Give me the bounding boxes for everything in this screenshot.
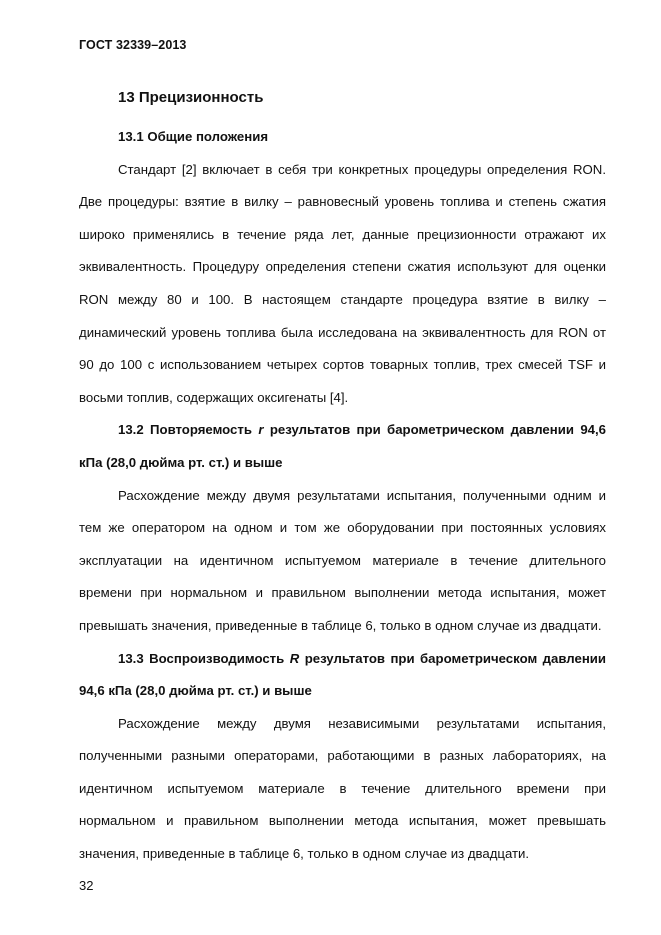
page-content: [79, 86, 606, 871]
subsection-2-title-prefix: 13.2 Повторяемость: [118, 422, 252, 438]
subsection-1-title: 13.1 Общие положения: [118, 129, 269, 144]
subsection-3-title: [79, 643, 606, 708]
subsection-2-text: Расхождение между двумя результатами испытания, полученными одним и тем же оператором на одном и том же оборудовании при постоянных условиях эксплуатации на идентичном испытуемом материале в течение длительного времени при нормальном и правильном выполнении метода испытания, может превышать значения, приведенные в таблице 6, только в одном случае из двадцати.: [79, 487, 606, 633]
subsection-2-title: [79, 414, 606, 479]
subsection-2-title-suffix: результатов при барометрическом давлении 94,6 кПа (28,0 дюйма рт. ст.) и выше: [79, 422, 606, 470]
reproducibility-symbol: R: [289, 650, 300, 666]
page-number: 32: [79, 878, 94, 893]
subsection-3-text: Расхождение между двумя независимыми результатами испытания, полученными разными операторами, работающими в разных лабораториях, на идентичном испытуемом материале в течение длительного времени при нормальном и правильном выполнении метода испытания, может превышать значения, приведенные в таблице 6, только в одном случае из двадцати.: [79, 715, 606, 862]
subsection-3-title-prefix: 13.3 Воспроизводимость: [118, 650, 285, 666]
document-code-header: ГОСТ 32339–2013: [79, 38, 187, 52]
subsection-3-title-suffix: результатов при барометрическом давлении 94,6 кПа (28,0 дюйма рт. ст.) и выше: [79, 650, 607, 699]
repeatability-symbol: r: [258, 422, 264, 438]
section-title: 13 Прецизионность: [118, 89, 264, 106]
subsection-1-text: Стандарт [2] включает в себя три конкретных процедуры определения RON. Две процедуры: взятие в вилку – равновесный уровень топлива и степень сжатия широко применялись в течение ряда лет, данные прецизионности отражают их эквивалентность. Процедуру определения степени сжатия используют для оценки RON между 80 и 100. В настоящем стандарте процедура взятие в вилку – динамический уровень топлива была исследована на эквивалентность для RON от 90 до 100 с использованием четырех сортов товарных топлив, трех смесей TSF и восьми топлив, содержащих оксигенаты [4].: [79, 161, 606, 405]
